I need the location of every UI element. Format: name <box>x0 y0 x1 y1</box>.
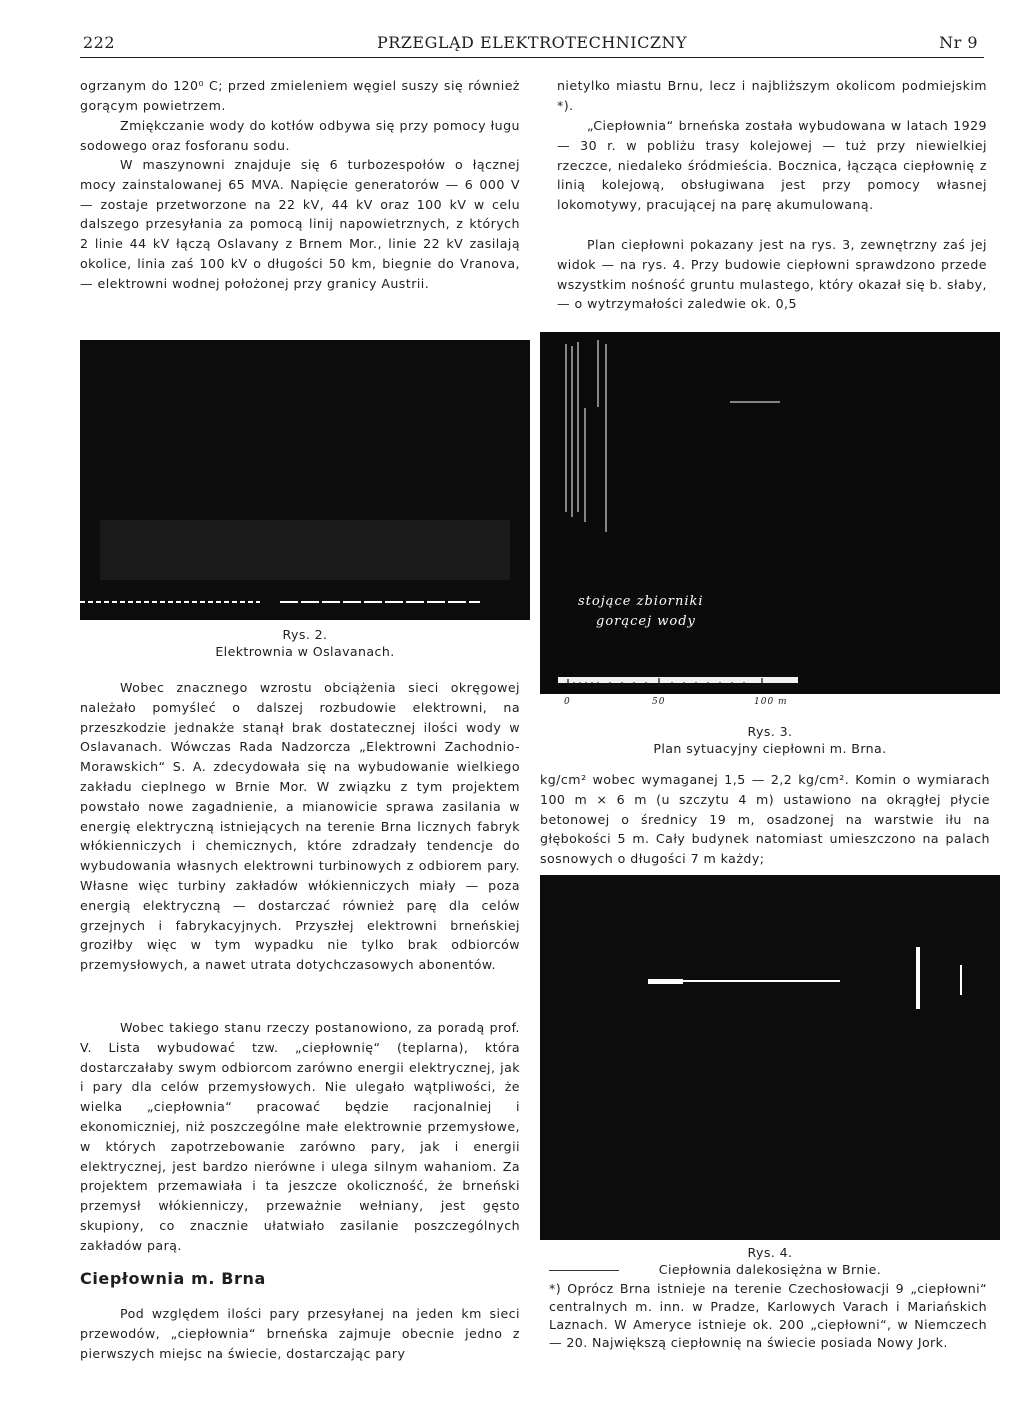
issue-number: Nr 9 <box>939 33 978 52</box>
journal-title: PRZEGLĄD ELEKTROTECHNICZNY <box>376 33 688 52</box>
figure-3-caption <box>540 723 1000 757</box>
left-paragraph-2: Zmiękczanie wody do kotłów odbywa się przy pomocy ługu sodowego oraz fosforanu sodu. <box>80 118 520 153</box>
figure-3-title: Plan sytuacyjny ciepłowni m. Brna. <box>653 741 887 756</box>
annotation-line-2: gorącej wody <box>596 614 696 629</box>
figure-3-scale-bar <box>562 676 782 696</box>
right-paragraph-3: Plan ciepłowni pokazany jest na rys. 3, zewnętrzny zaś jej widok — na rys. 4. Przy budowie ciepłowni sprawdzono przede wszystkim nośność gruntu mulastego, który okazał się b. słaby, — o wytrzymałości zaledwie ok. 0,5 <box>557 237 987 312</box>
figure-4-caption <box>540 1244 1000 1278</box>
figure-2-label: Rys. 2. <box>282 627 328 642</box>
right-paragraph-2: „Ciepłownia“ brneńska została wybudowana w latach 1929 — 30 r. w pobliżu trasy kolejowej — tuż przy niewielkiej rzeczce, niedaleko śródmieścia. Bocznica, łącząca ciepłownię z linią kolejową, obsługiwana jest przy pomocy własnej lokomotywy, pracującej na parę akumulowaną. <box>557 118 987 213</box>
right-paragraph-4: kg/cm² wobec wymaganej 1,5 — 2,2 kg/cm². Komin o wymiarach 100 m × 6 m (u szczytu 4 m) ustawiono na okrągłej płycie betonowej o średnicy 19 m, osadzonej na warstwie iłu na głębokości 5 m. Cały budynek natomiast umieszczono na palach sosnowych o długości 7 m każdy; <box>540 772 990 867</box>
page-header <box>80 33 984 58</box>
left-paragraph-1: ogrzanym do 120⁰ C; przed zmieleniem węgiel suszy się również gorącym powietrzem. <box>80 78 520 113</box>
footnote: *) Oprócz Brna istnieje na terenie Czechosłowacji 9 „ciepłowni“ centralnych m. inn. w Pradze, Karlowych Varach i Mariańskich Laznach. W Ameryce istnieje ok. 200 „ciepłowni“, w Niemczech — 20. Największą ciepłownię na świecie posiada Nowy Jork. <box>549 1281 987 1350</box>
scale-label-50: 50 <box>652 697 666 707</box>
scale-label-0: 0 <box>564 697 571 707</box>
figure-2-photo <box>80 340 530 620</box>
annotation-line-1: stojące zbiorniki <box>578 594 704 609</box>
figure-4-title: Ciepłownia dalekosiężna w Brnie. <box>658 1262 882 1277</box>
footnote-rule <box>549 1270 619 1271</box>
figure-2-caption <box>80 626 530 660</box>
page-number: 222 <box>83 33 116 52</box>
scale-label-100: 100 m <box>754 697 788 707</box>
left-paragraph-4: Wobec znacznego wzrostu obciążenia sieci okręgowej należało pomyśleć o dalszej rozbudowie elektrowni, na przeszkodzie jednakże stanął brak dostatecznej ilości wody w Oslavanach. Wówczas Rada Nadzorcza „Elektrowni Zachodnio-Morawskich“ S. A. zdecydowała się na wybudowanie wielkiego zakładu cieplnego w Brnie Mor. W związku z tym projektem powstało nowe zagadnienie, a mianowicie sprawa zasilania w energię elektryczną istniejących na terenie Brna licznych fabryk włókienniczych i chemicznych, które zdradzały tendencje do wybudowania własnych elektrowni turbinowych z odbiorem pary. Własne więc turbiny zakładów włókienniczych miały — poza energią elektryczną — dostarczać również parę dla celów grzejnych i fabrykacyjnych. Przyszłej elektrowni brneńskiej groziłby więc w tym wypadku nie tylko brak odbiorców przemysłowych, a nawet utrata dotychczasowych abonentów. <box>80 680 520 973</box>
left-paragraph-6: Pod względem ilości pary przesyłanej na jeden km sieci przewodów, „ciepłownia“ brneńska zajmuje obecnie jedno z pierwszych miejsc na świecie, dostarczając pary <box>80 1306 520 1361</box>
figure-4-label: Rys. 4. <box>747 1245 793 1260</box>
figure-4-photo <box>540 875 1000 1240</box>
figure-2-title: Elektrownia w Oslavanach. <box>215 644 395 659</box>
section-heading: Ciepłownia m. Brna <box>80 1269 266 1288</box>
figure-3-annotation <box>570 592 810 632</box>
right-paragraph-1: nietylko miastu Brnu, lecz i najbliższym okolicom podmiejskim *). <box>557 78 987 113</box>
figure-3-plan <box>540 332 1000 694</box>
figure-3-label: Rys. 3. <box>747 724 793 739</box>
left-paragraph-3: W maszynowni znajduje się 6 turbozespołów o łącznej mocy zainstalowanej 65 MVA. Napięcie generatorów — 6 000 V — zostaje przetworzone na 22 kV, 44 kV oraz 100 kV w celu dalszego przesyłania za pomocą linij napowietrznych, z których 2 linie 44 kV łączą Oslavany z Brnem Mor., linie 22 kV zasilają okolice, linia zaś 100 kV o długości 50 km, biegnie do Vranova, — elektrowni wodnej położonej przy granicy Austrii. <box>80 157 520 291</box>
left-paragraph-5: Wobec takiego stanu rzeczy postanowiono, za poradą prof. V. Lista wybudować tzw. „ciepłownię“ (teplarna), która dostarczałaby swym odbiorcom zarówno energii elektrycznej, jak i pary dla celów przemysłowych. Nie ulegało wątpliwości, że wielka „ciepłownia“ pracować będzie racjonalniej i ekonomiczniej, niż poszczególne małe elektrownie przemysłowe, w których zapotrzebowanie zarówno pary, jak i energii elektrycznej, jest bardzo nierówne i ulega silnym wahaniom. Za projektem przemawiała i ta jeszcze okoliczność, że brneński przemysł włókienniczy, przeważnie wełniany, jest gęsto skupiony, co znacznie ułatwiało zasilanie poszczególnych zakładów parą. <box>80 1020 520 1253</box>
